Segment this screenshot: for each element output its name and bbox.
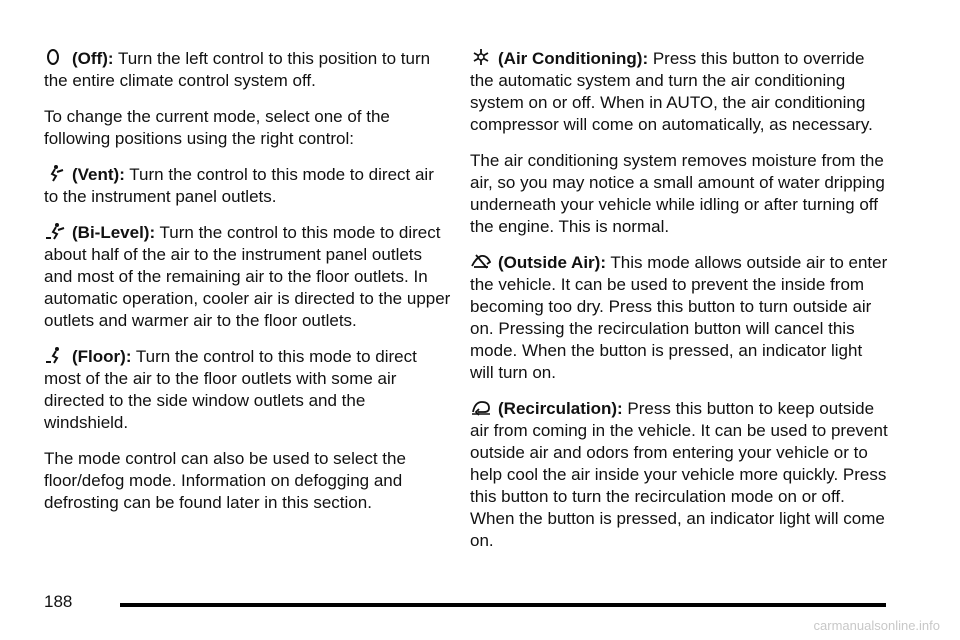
- left-column: [44, 48, 452, 528]
- footer-rule: [120, 603, 886, 607]
- recirculation-text: Press this button to keep outside air from coming in the vehicle. It can be used to prevent outside air and odors from entering your vehicle or to help cool the air inside your vehicle more quickly. Press this button to turn the recirculation mode on or off. When the button is pressed, an indicator light will come on.: [470, 399, 888, 550]
- mode-intro: To change the current mode, select one of the following positions using the right control:: [44, 107, 390, 148]
- outside-air-paragraph: [470, 252, 890, 384]
- floor-paragraph: [44, 346, 452, 434]
- outside-air-text: This mode allows outside air to enter the vehicle. It can be used to prevent the inside from becoming too dry. Press this button to turn outside air on. Pressing the recirculation button will cancel this mode. When the button is pressed, an indicator light will turn on.: [470, 253, 888, 382]
- floor-mode-icon: [44, 346, 66, 364]
- recirculation-term: (Recirculation):: [498, 399, 623, 418]
- air-conditioning-icon: [470, 48, 492, 66]
- off-icon: [44, 48, 66, 66]
- vent-paragraph: [44, 164, 452, 208]
- mode-note: The mode control can also be used to select the floor/defog mode. Information on defogging and defrosting can be found later in this section.: [44, 449, 406, 512]
- floor-text: Turn the control to this mode to direct most of the air to the floor outlets with some air directed to the side window outlets and the windshield.: [44, 347, 417, 432]
- vent-text: Turn the control to this mode to direct air to the instrument panel outlets.: [44, 165, 434, 206]
- ac-text: Press this button to override the automatic system and turn the air conditioning system on or off. When in AUTO, the air conditioning compressor will come on automatically, as necessary.: [470, 49, 873, 134]
- vent-mode-icon: [44, 164, 66, 182]
- vent-term: (Vent):: [72, 165, 125, 184]
- ac-term: (Air Conditioning):: [498, 49, 649, 68]
- page-number: 188: [44, 592, 73, 611]
- outside-air-term: (Outside Air):: [498, 253, 606, 272]
- bilevel-text: Turn the control to this mode to direct about half of the air to the instrument panel outlets and most of the remaining air to the floor outlets. In automatic operation, cooler air is directed to the upper outlets and warmer air to the floor outlets.: [44, 223, 451, 330]
- bilevel-term: (Bi-Level):: [72, 223, 156, 242]
- outside-air-icon: [470, 252, 492, 270]
- recirculation-paragraph: [470, 398, 890, 552]
- floor-term: (Floor):: [72, 347, 132, 366]
- watermark: carmanualsonline.info: [813, 618, 940, 633]
- off-text: Turn the left control to this position to turn the entire climate control system off.: [44, 49, 431, 90]
- recirculation-icon: [470, 398, 492, 416]
- off-term: (Off):: [72, 49, 114, 68]
- ac-note: The air conditioning system removes moisture from the air, so you may notice a small amount of water dripping underneath your vehicle while idling or after turning off the engine. This is normal.: [470, 151, 885, 236]
- bi-level-mode-icon: [44, 222, 66, 240]
- ac-paragraph: [470, 48, 890, 136]
- off-paragraph: [44, 48, 452, 92]
- right-column: [470, 48, 890, 566]
- bilevel-paragraph: [44, 222, 452, 332]
